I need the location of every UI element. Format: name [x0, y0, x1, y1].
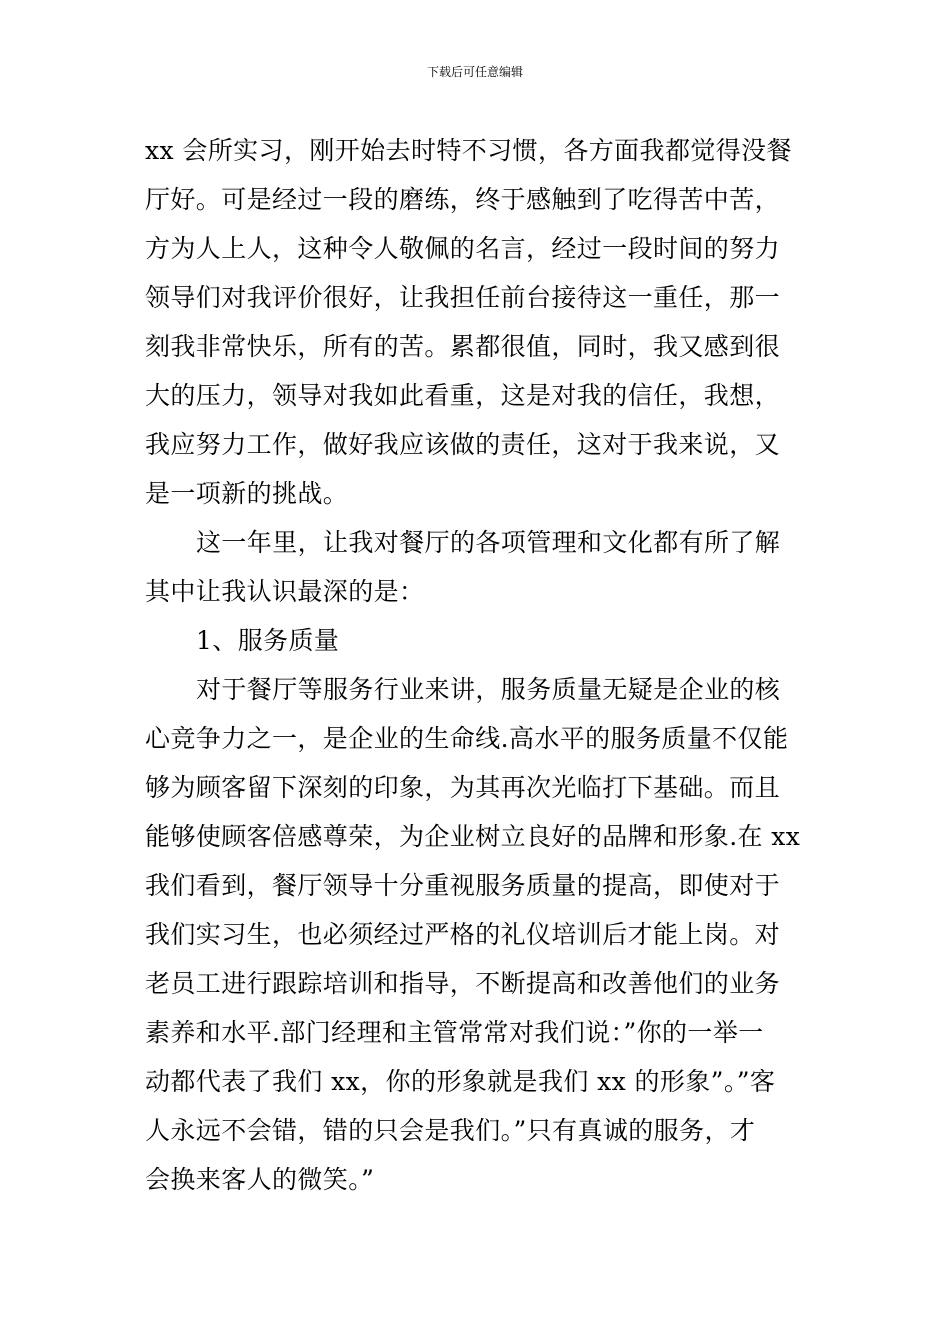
text-line: 对于餐厅等服务行业来讲，服务质量无疑是企业的核: [196, 675, 781, 704]
text-line: 够为顾客留下深刻的印象，为其再次光临打下基础。而且: [145, 773, 781, 802]
text-line: 心竞争力之一，是企业的生命线.高水平的服务质量不仅能: [145, 724, 789, 753]
text-line: 老员工进行跟踪培训和指导，不断提高和改善他们的业务: [145, 969, 781, 998]
text-line: 厅好。可是经过一段的磨练，终于感触到了吃得苦中苦，: [145, 185, 781, 214]
text-line: 会换来客人的微笑。”: [145, 1165, 375, 1194]
text-line: 是一项新的挑战。: [145, 479, 349, 508]
text-line: 素养和水平.部门经理和主管常常对我们说：”你的一举一: [145, 1018, 764, 1047]
text-line: xx 会所实习，刚开始去时特不习惯，各方面我都觉得没餐: [145, 136, 792, 165]
text-line: 我们看到，餐厅领导十分重视服务质量的提高，即使对于: [145, 871, 781, 900]
text-line: 大的压力，领导对我如此看重，这是对我的信任，我想，: [145, 381, 781, 410]
text-line: 方为人上人，这种令人敬佩的名言，经过一段时间的努力: [145, 234, 781, 263]
text-line: 能够使顾客倍感尊荣，为企业树立良好的品牌和形象.在 xx: [145, 822, 801, 851]
text-line: 领导们对我评价很好，让我担任前台接待这一重任，那一: [145, 283, 781, 312]
text-line: 我们实习生，也必须经过严格的礼仪培训后才能上岗。对: [145, 920, 781, 949]
text-line: 动都代表了我们 xx，你的形象就是我们 xx 的形象”。”客: [145, 1067, 776, 1096]
text-line: 其中让我认识最深的是：: [145, 577, 425, 606]
document-body: [145, 126, 815, 1204]
text-line: 1、服务质量: [196, 626, 340, 655]
page-header-note: 下载后可任意编辑: [426, 65, 523, 79]
text-line: 我应努力工作，做好我应该做的责任，这对于我来说，又: [145, 430, 781, 459]
text-line: 刻我非常快乐，所有的苦。累都很值，同时，我又感到很: [145, 332, 781, 361]
text-line: 这一年里，让我对餐厅的各项管理和文化都有所了解: [196, 528, 781, 557]
text-line: 人永远不会错，错的只会是我们。”只有真诚的服务，才: [145, 1116, 756, 1145]
